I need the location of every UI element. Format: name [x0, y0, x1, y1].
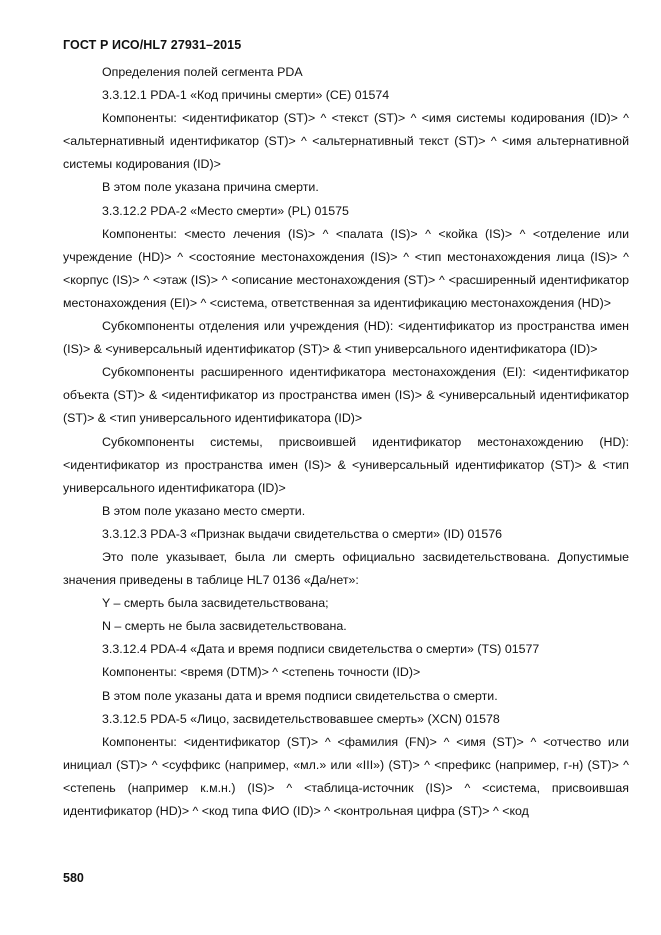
paragraph: В этом поле указано место смерти. — [102, 503, 306, 518]
paragraph: Компоненты: <место лечения (IS)> ^ <палата (IS)> ^ <койка (IS)> ^ <отделение или учреждение (HD)> ^ <состояние местонахождения (IS)> ^ <тип местонахождения лица (IS)> ^ <корпус (IS)> ^ <этаж (IS)> ^ <описание местонахождения (ST)> ^ <расширенный идентификатор местонахождения (EI)> ^ <система, ответственная за идентификацию местонахождения (HD)> — [63, 226, 629, 310]
paragraph: Компоненты: <идентификатор (ST)> ^ <фамилия (FN)> ^ <имя (ST)> ^ <отчество или инициал (ST)> ^ <суффикс (например, «мл.» или «III») (ST)> ^ <префикс (например, г-н) (ST)> ^ <степень (например к.м.н.) (IS)> ^ <таблица-источник (IS)> ^ <система, присвоившая идентификатор (HD)> ^ <код типа ФИО (ID)> ^ <контрольная цифра (ST)> ^ <код — [63, 734, 629, 818]
list-item: Y – смерть была засвидетельствована; — [102, 596, 329, 611]
list-item: N – смерть не была засвидетельствована. — [102, 619, 347, 634]
paragraph: Компоненты: <время (DTM)> ^ <степень точности (ID)> — [102, 665, 421, 680]
field-heading-pda-2: 3.3.12.2 PDA-2 «Место смерти» (PL) 01575 — [102, 203, 349, 218]
paragraph: В этом поле указана причина смерти. — [102, 180, 319, 195]
paragraph: Это поле указывает, была ли смерть официально засвидетельствована. Допустимые значения приведены в таблице HL7 0136 «Да/нет»: — [63, 549, 629, 588]
paragraph: Субкомпоненты отделения или учреждения (HD): <идентификатор из пространства имен (IS)> & <универсальный идентификатор (ST)> & <тип универсального идентификатора (ID)> — [63, 319, 629, 357]
field-heading-pda-1: 3.3.12.1 PDA-1 «Код причины смерти» (CE) 01574 — [102, 88, 390, 103]
field-heading-pda-4: 3.3.12.4 PDA-4 «Дата и время подписи свидетельства о смерти» (TS) 01577 — [102, 642, 540, 657]
field-heading-pda-5: 3.3.12.5 PDA-5 «Лицо, засвидетельствовавшее смерть» (XCN) 01578 — [102, 711, 500, 726]
page-number: 580 — [63, 871, 84, 885]
field-heading-pda-3: 3.3.12.3 PDA-3 «Признак выдачи свидетельства о смерти» (ID) 01576 — [102, 526, 502, 541]
paragraph: Субкомпоненты расширенного идентификатора местонахождения (EI): <идентификатор объекта (ST)> & <идентификатор из пространства имен (IS)> & <универсальный идентификатор (ST)> & <тип универсального идентификатора (ID)> — [63, 365, 629, 426]
section-heading: Определения полей сегмента PDA — [102, 65, 303, 79]
document-body — [63, 61, 629, 823]
paragraph: Компоненты: <идентификатор (ST)> ^ <текст (ST)> ^ <имя системы кодирования (ID)> ^ <альтернативный идентификатор (ST)> ^ <альтернативный текст (ST)> ^ <имя альтернативной системы кодирования (ID)> — [63, 111, 629, 172]
paragraph: Субкомпоненты системы, присвоившей идентификатор местонахождению (HD): <идентификатор из пространства имен (IS)> & <универсальный идентификатор (ST)> & <тип универсального идентификатора (ID)> — [63, 434, 629, 495]
page-header-standard: ГОСТ Р ИСО/HL7 27931–2015 — [63, 38, 242, 52]
paragraph: В этом поле указаны дата и время подписи свидетельства о смерти. — [102, 688, 498, 703]
